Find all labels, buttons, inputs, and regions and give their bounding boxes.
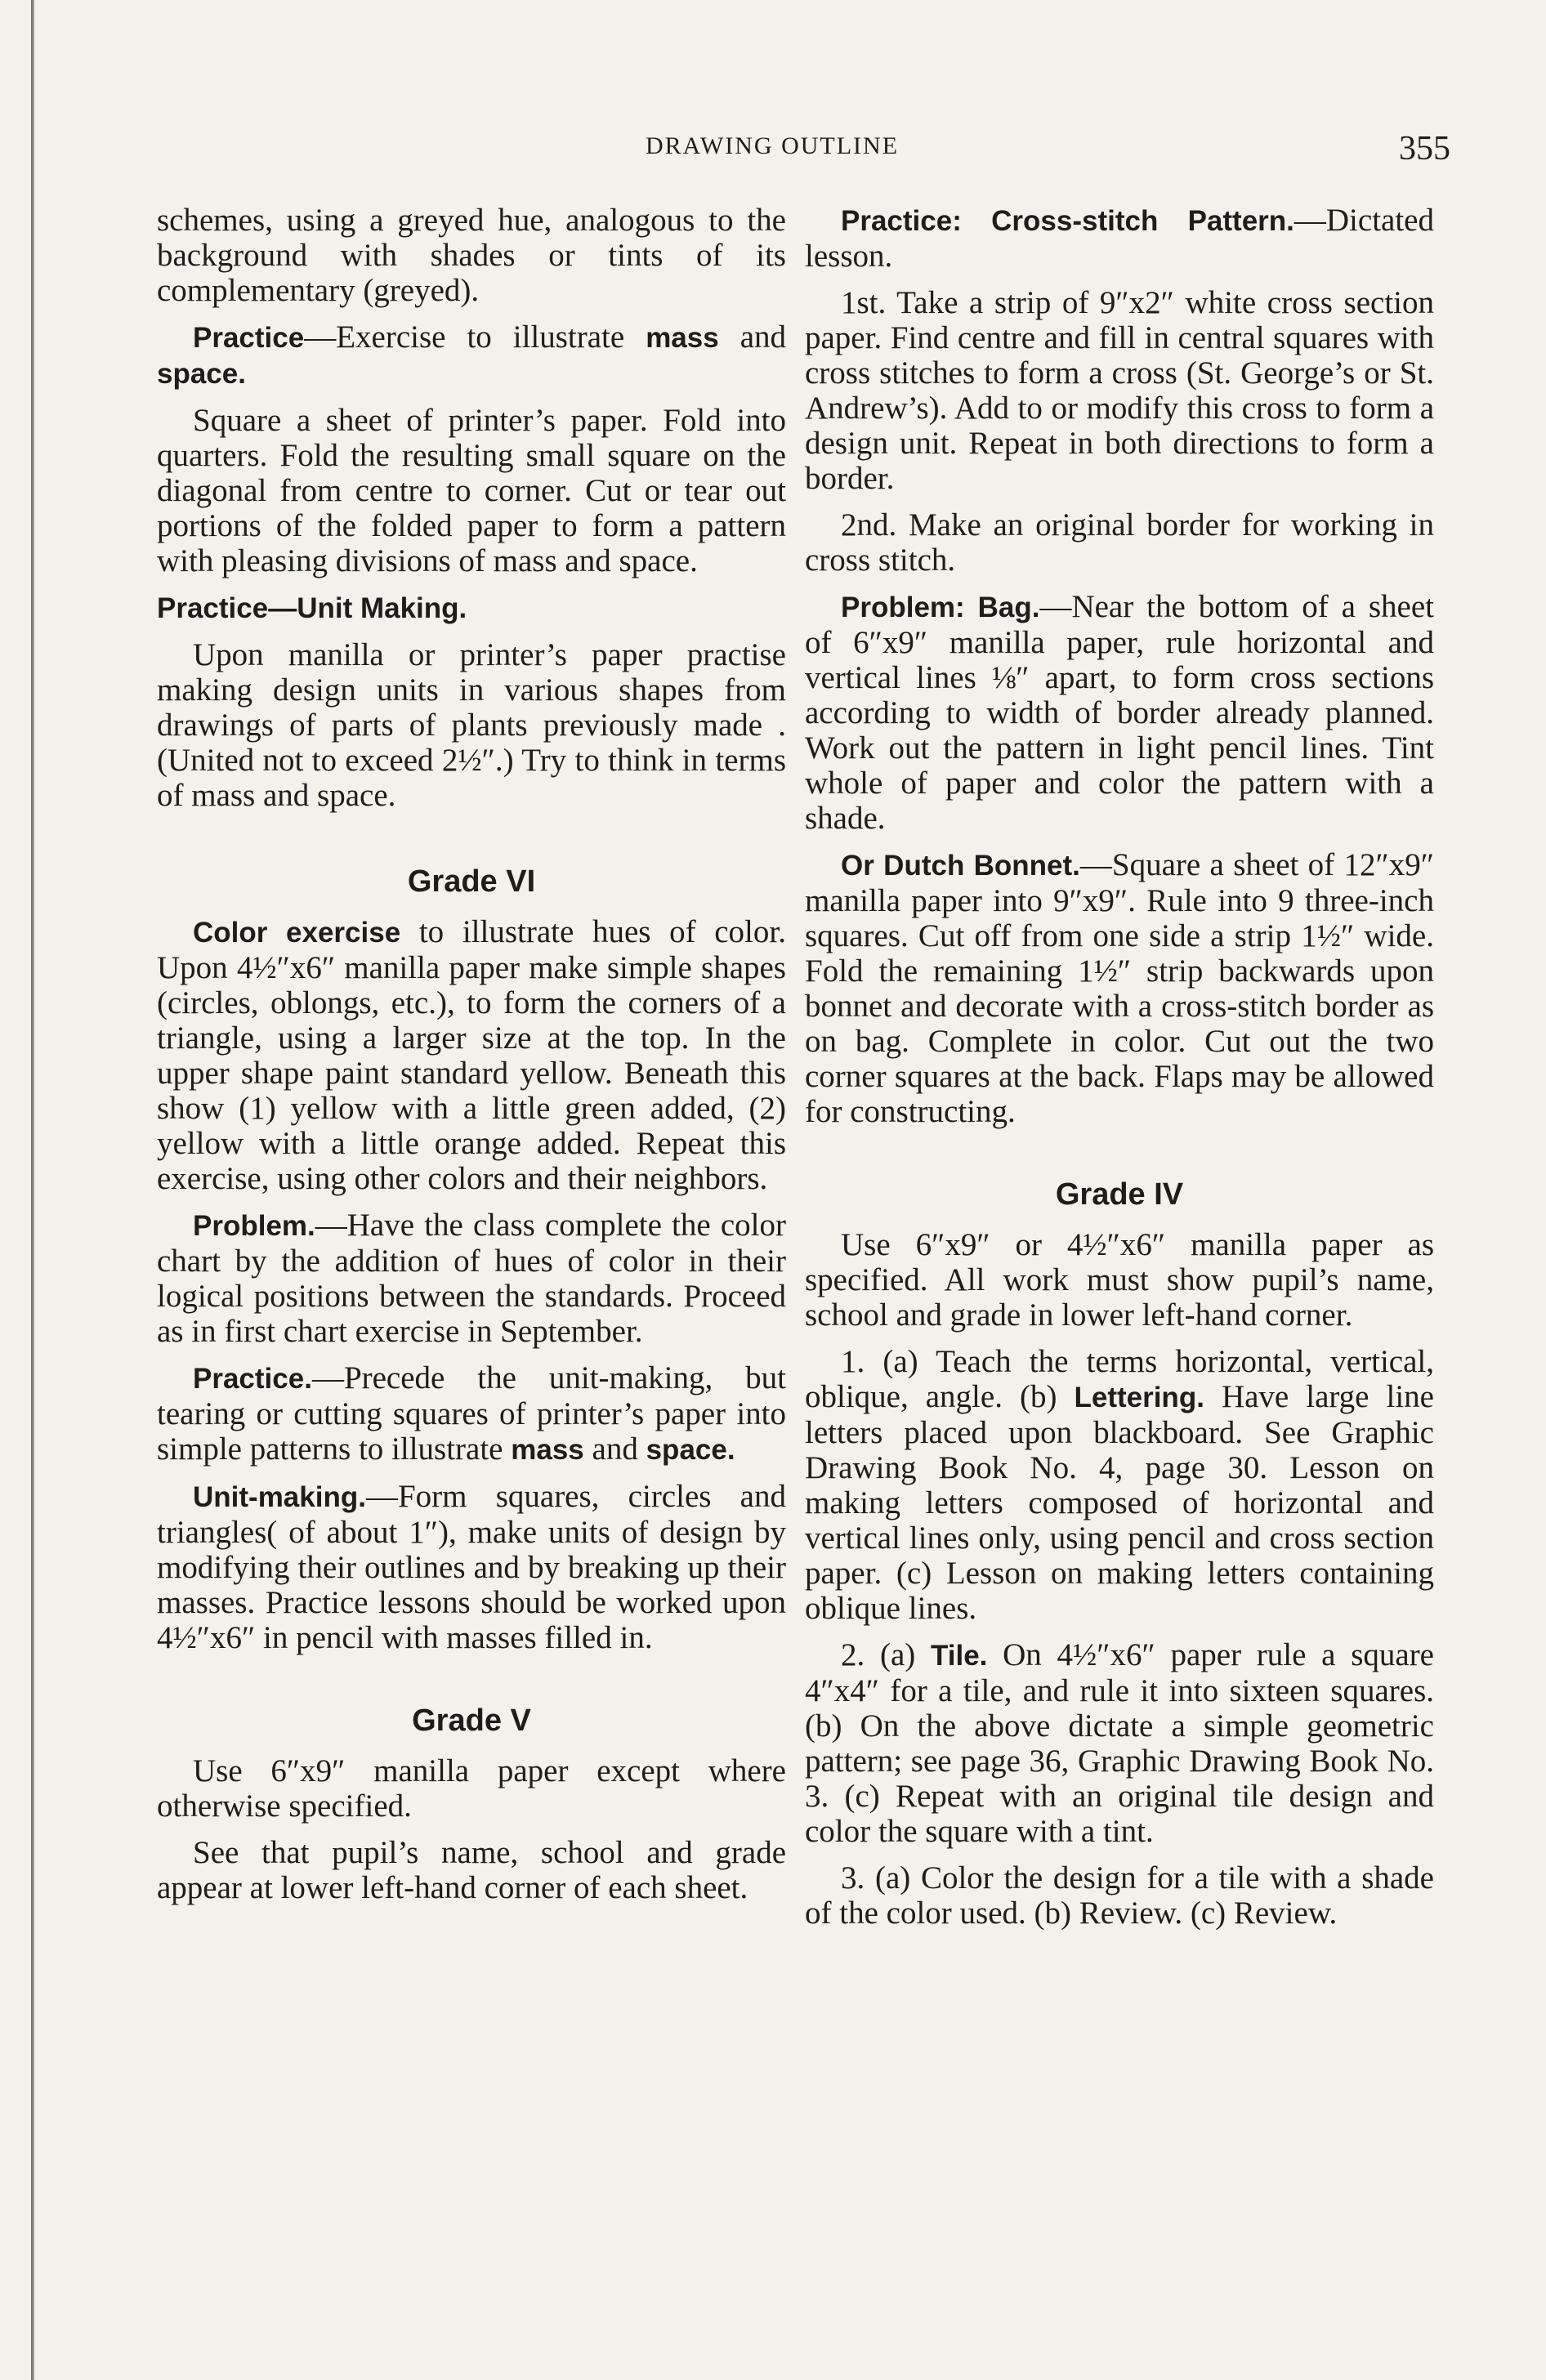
paragraph: Problem.—Have the class complete the color chart by the addition of hues of color in their logical positions between the standards. Proceed as in first chart exercise in September. xyxy=(157,1208,786,1349)
page-edge xyxy=(31,0,34,2380)
paragraph: Unit-making.—Form squares, circles and triangles( of about 1″), make units of design by modifying their outlines and by breaking up their masses. Practice lessons should be worked upon 4½″x6″ in pencil with masses filled in. xyxy=(157,1479,786,1655)
grade-heading: Grade VI xyxy=(407,864,536,899)
paragraph: Practice: Cross-stitch Pattern.—Dictated lesson. xyxy=(805,203,1434,274)
paragraph: Problem: Bag.—Near the bottom of a sheet of 6″x9″ manilla paper, rule horizontal and vertical lines ⅛″ apart, to form cross sections according to width of border already planned. Work out the pattern in light pencil lines. Tint whole of paper and color the pattern with a shade. xyxy=(805,589,1434,836)
paragraph: Practice—Exercise to illustrate mass and space. xyxy=(157,319,786,390)
page-number: 355 xyxy=(1399,130,1450,167)
paragraph: 2. (a) Tile. On 4½″x6″ paper rule a square 4″x4″ for a tile, and rule it into sixteen squares. (b) On the above dictate a simple geometric pattern; see page 36, Graphic Drawing Book No. 3. (c) Repeat with an original tile design and color the square with a tint. xyxy=(805,1637,1434,1849)
section-heading: Problem. xyxy=(193,1210,315,1242)
section-heading: Practice xyxy=(193,322,305,354)
paragraph: Use 6″x9″ manilla paper except where otherwise specified. xyxy=(157,1753,786,1824)
paragraph xyxy=(157,590,786,626)
right-column xyxy=(805,203,1434,1942)
section-heading: Practice—Unit Making. xyxy=(157,592,467,624)
section-heading: Unit-making. xyxy=(193,1481,366,1513)
grade-heading: Grade V xyxy=(412,1704,531,1738)
paragraph: Upon manilla or printer’s paper practise making design units in various shapes from drawings of parts of plants previously made . (United not to exceed 2½″.) Try to think in terms of mass and space. xyxy=(157,637,786,813)
section-heading: Color exercise xyxy=(193,917,401,949)
paragraph: 1. (a) Teach the terms horizontal, vertical, oblique, angle. (b) Lettering. Have large line letters placed upon blackboard. See Graphic Drawing Book No. 4, page 30. Lesson on making letters composed of horizontal and vertical lines only, using pencil and cross section paper. (c) Lesson on making letters containing oblique lines. xyxy=(805,1344,1434,1626)
paragraph: schemes, using a greyed hue, analogous to the background with shades or tints of its complementary (greyed). xyxy=(157,203,786,308)
section-heading: Or Dutch Bonnet. xyxy=(841,850,1080,882)
paragraph: 2nd. Make an original border for working in cross stitch. xyxy=(805,507,1434,578)
section-heading: Practice: Cross-stitch Pattern. xyxy=(841,205,1294,237)
section-heading: Practice. xyxy=(193,1363,312,1395)
paragraph: 1st. Take a strip of 9″x2″ white cross section paper. Find centre and fill in central squares with cross stitches to form a cross (St. George’s or St. Andrew’s). Add to or modify this cross to form a design unit. Repeat in both directions to form a border. xyxy=(805,285,1434,496)
running-head: DRAWING OUTLINE xyxy=(646,132,900,159)
paragraph: Use 6″x9″ or 4½″x6″ manilla paper as specified. All work must show pupil’s name, school and grade in lower left-hand corner. xyxy=(805,1227,1434,1333)
paragraph: Square a sheet of printer’s paper. Fold into quarters. Fold the resulting small square on the diagonal from centre to corner. Cut or tear out portions of the folded paper to form a pattern with pleasing divisions of mass and space. xyxy=(157,403,786,578)
paragraph: Practice.—Precede the unit-making, but tearing or cutting squares of printer’s paper into simple patterns to illustrate mass and space. xyxy=(157,1360,786,1467)
page-header xyxy=(0,129,1546,178)
left-column xyxy=(157,203,786,1917)
paragraph: See that pupil’s name, school and grade appear at lower left-hand corner of each sheet. xyxy=(157,1835,786,1905)
paragraph: Or Dutch Bonnet.—Square a sheet of 12″x9″ manilla paper into 9″x9″. Rule into 9 three-inch squares. Cut off from one side a strip 1½″ wide. Fold the remaining 1½″ strip backwards upon bonnet and decorate with a cross-stitch border as on bag. Complete in color. Cut out the two corner squares at the back. Flaps may be allowed for constructing. xyxy=(805,847,1434,1129)
paragraph: Color exercise to illustrate hues of color. Upon 4½″x6″ manilla paper make simple shapes (circles, oblongs, etc.), to form the corners of a triangle, using a larger size at the top. In the upper shape paint standard yellow. Beneath this show (1) yellow with a little green added, (2) yellow with a little orange added. Repeat this exercise, using other colors and their neighbors. xyxy=(157,914,786,1196)
paragraph: 3. (a) Color the design for a tile with a shade of the color used. (b) Review. (c) Review. xyxy=(805,1860,1434,1931)
section-heading: Problem: Bag. xyxy=(841,592,1040,623)
grade-heading: Grade IV xyxy=(1055,1177,1184,1212)
